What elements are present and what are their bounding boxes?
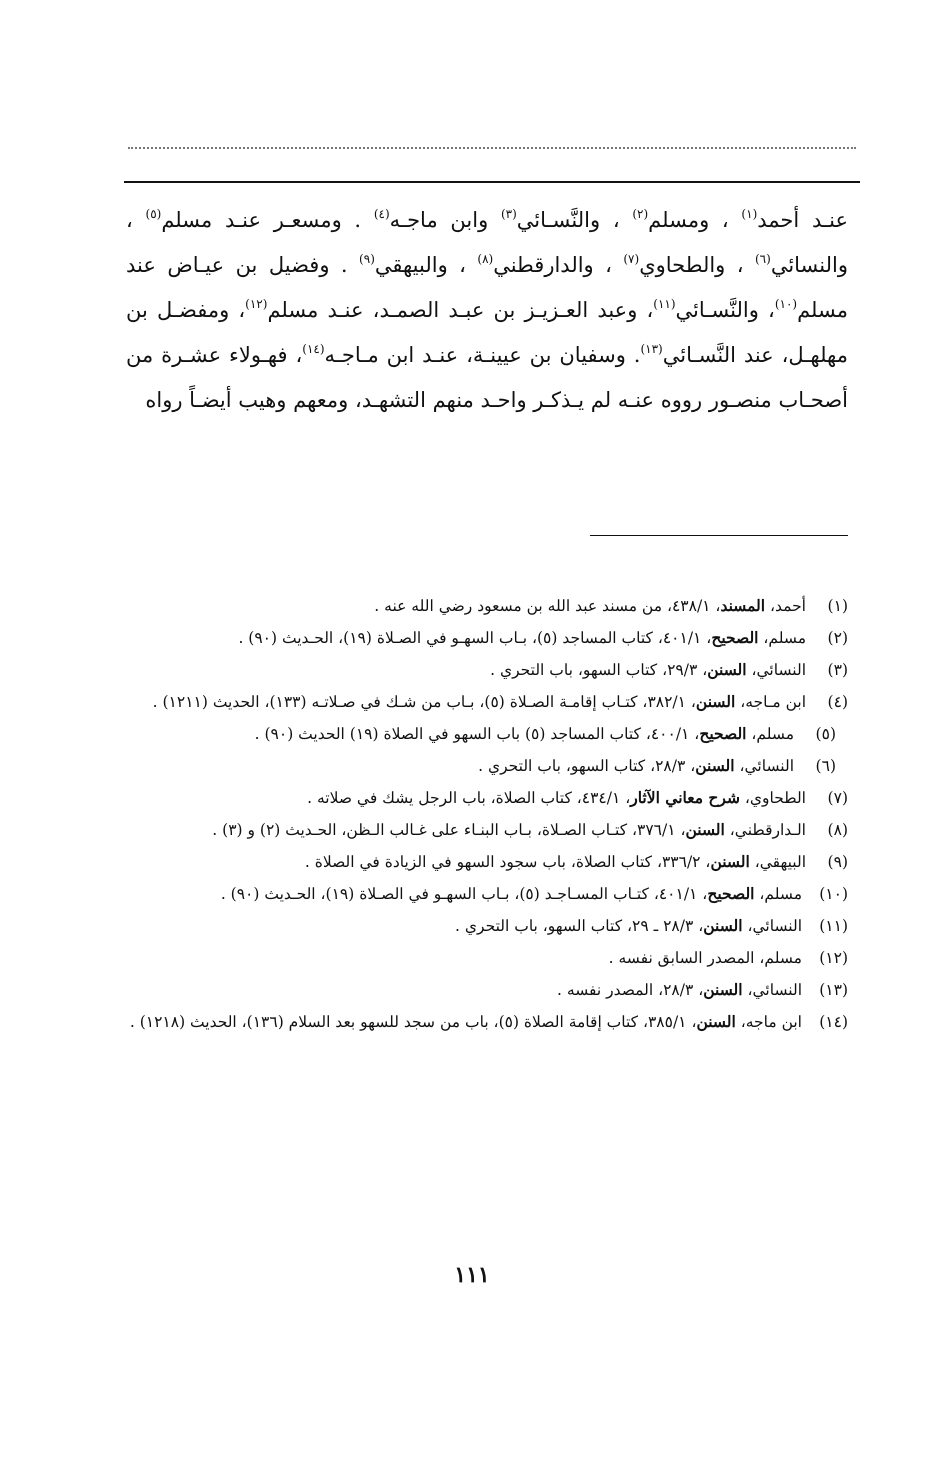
footnote-text-segment: ، ٤٠١/١، كتـاب المسـاجـد (٥)، بـاب السهـو في الصـلاة (١٩)، الحـديث (٩٠) . [220,885,708,903]
footnote-text [126,782,806,814]
footnote-ref: (٨) [477,252,494,266]
footnote-item [126,622,848,654]
footnote-text-segment: النسائي، [742,981,802,999]
footnote-source-title: شرح معاني الآثار [630,788,740,807]
footnote-item [126,910,848,942]
body-text-segment: . ومسعـر عنـد مسلم [161,208,374,232]
footnote-number: (٣) [827,661,848,679]
body-text-segment: عنـد أحمد [757,208,848,232]
footnote-text [126,686,806,718]
footnote-number: (٥) [815,725,836,743]
footnote-text [126,878,802,910]
footnote-source-title: الصحيح [711,628,759,647]
footnote-text-segment: ، ٣٨٢/١، كتـاب إقامـة الصـلاة (٥)، بـاب من شـك في صـلاتـه (١٣٣)، الحديث (١٢١١) . [152,693,696,711]
footnote-text-segment: النسائي، [734,757,794,775]
footnote-text-segment: ابن ماجه، [735,1013,802,1031]
footnote-ref: (١٣) [640,342,663,356]
footnote-text [126,814,806,846]
footnote-text [126,910,802,942]
footnote-text [126,942,802,974]
footnote-ref: (٧) [623,252,640,266]
footnote-text-segment: ، ٣٨٥/١، كتاب إقامة الصلاة (٥)، باب من سجد للسهو بعد السلام (١٣٦)، الحديث (١٢١٨) . [129,1013,697,1031]
footnote-ref: (١٠) [774,297,798,311]
footnote-number: (١١) [819,917,848,935]
footnote-text-segment: ، ٢٩/٣، كتاب السهو، باب التحري . [490,661,708,679]
footnote-text-segment: الـدارقطني، [724,821,806,839]
footnote-item [126,782,848,814]
body-text-segment: ، والنَّسـائي [516,208,633,232]
footnotes-list [126,590,848,1038]
footnote-source-title: السنن [707,660,747,679]
footnote-number: (١٠) [819,885,848,903]
body-text-segment: ، والبيهقي [374,253,478,277]
footnote-text [126,1006,802,1038]
footnote-text-segment: النسائي، [746,661,806,679]
footnote-source-title: السنن [696,1012,736,1031]
footnote-ref: (٤) [373,207,390,221]
body-text-segment: ، والنَّسـائي [675,298,775,322]
body-text-segment: ، ومسلم [648,208,742,232]
footnote-text-segment: ، ٢٨/٣، كتاب السهو، باب التحري . [478,757,696,775]
footnote-text [126,846,806,878]
footnote-text-segment: ، ٣٣٦/٢، كتاب الصلاة، باب سجود السهو في الزيادة في الصلاة . [304,853,711,871]
body-text-segment: ، والنسائي [126,208,849,277]
footnote-ref: (٩) [359,252,375,266]
header-rule [124,181,860,183]
footnote-item [126,974,848,1006]
footnote-text-segment: مسلم، [758,629,806,647]
footnote-number: (١) [827,597,848,615]
footnote-ref: (١٢) [245,297,268,311]
footnote-text [126,590,806,622]
footnote-text-segment: ، ٢٨/٣ ـ ٢٩، كتاب السهو، باب التحري . [455,917,704,935]
footnote-ref: (٣) [500,207,517,221]
footnote-text-segment: البيهقي، [749,853,806,871]
footnote-text [126,974,802,1006]
footnote-item [126,1006,848,1038]
page-number: ١١١ [454,1262,490,1288]
body-text-segment: وابن ماجـه [389,208,501,232]
body-text-segment: . وسفيان بن عيينـة، عنـد ابن مـاجـه [324,343,641,367]
footnote-text-segment: النسائي، [742,917,802,935]
footnote-number: (٧) [827,789,848,807]
footnote-item [126,750,848,782]
header-dotted-rule [128,147,856,149]
body-text-segment: ، والدارقطني [493,253,624,277]
footnote-source-title: السنن [685,820,725,839]
footnote-text-segment: مسلم، [746,725,794,743]
footnote-text-segment: الطحاوي، [739,789,806,807]
footnote-ref: (١٤) [302,342,325,356]
body-text-segment: ، ومفضـل بن مهلهـل، عند النَّسـائي [126,298,848,367]
body-text-segment: . وفضيل بن عيـاض عند مسلم [126,253,848,322]
body-text-segment: ، والطحاوي [639,253,755,277]
footnote-text-segment: أحمد، [765,597,806,615]
footnote-item [126,654,848,686]
footnote-item [126,846,848,878]
footnote-number: (٤) [827,693,848,711]
main-paragraph [126,198,848,423]
footnote-number: (٢) [827,629,848,647]
footnote-text-segment: ، ٢٨/٣، المصدر نفسه . [557,981,704,999]
footnote-text-segment: ، ٤٣٨/١، من مسند عبد الله بن مسعود رضي الله عنه . [374,597,721,615]
footnote-ref: (٢) [632,207,649,221]
footnote-text-segment: ابن مـاجه، [735,693,806,711]
footnote-text-segment: مسلم، المصدر السابق نفسه . [608,949,802,967]
footnote-ref: (٥) [145,207,162,221]
footnote-number: (١٤) [819,1013,848,1031]
footnote-text-segment: ، ٤٠١/١، كتاب المساجد (٥)، بـاب السهـو في الصـلاة (١٩)، الحـديث (٩٠) . [238,629,712,647]
footnote-item [126,718,848,750]
footnote-item [126,878,848,910]
footnote-text-segment: ، ٣٧٦/١، كتـاب الصـلاة، بـاب البنـاء على غـالب الـظن، الحـديث (٢) و (٣) . [212,821,686,839]
footnote-ref: (١) [741,207,758,221]
footnote-source-title: السنن [703,980,743,999]
footnote-text [126,654,806,686]
footnote-source-title: الصحيح [699,724,747,743]
footnote-source-title: السنن [703,916,743,935]
footnote-ref: (١١) [653,297,676,311]
footnote-text-segment: مسلم، [754,885,802,903]
footnote-number: (١٢) [819,949,848,967]
body-text-segment: ، فهـولاء عشـرة من أصحـاب منصـور رووه عنـه لم يـذكـر واحـد منهم التشهـد، ومعهم وهيب أيضـاً رواه [126,343,848,412]
footnote-source-title: السنن [710,852,750,871]
footnote-number: (١٣) [819,981,848,999]
body-text-segment: ، وعبد العـزيـز بن عبـد الصمـد، عنـد مسلم [267,298,654,322]
footnote-item [126,686,848,718]
footnote-text [126,622,806,654]
footnote-item [126,942,848,974]
footnote-source-title: السنن [695,692,736,711]
footnote-item [126,590,848,622]
footnote-source-title: الصحيح [707,884,755,903]
footnote-source-title: السنن [695,756,735,775]
footnote-item [126,814,848,846]
footnote-number: (٩) [827,853,848,871]
footnote-source-title: المسند [720,596,766,615]
footnote-number: (٨) [827,821,848,839]
footnote-text-segment: ، ٤٣٤/١، كتاب الصلاة، باب الرجل يشك في صلاته . [307,789,631,807]
footnote-separator [590,535,848,536]
footnote-text-segment: ، ٤٠٠/١، كتاب المساجد (٥) باب السهو في الصلاة (١٩) الحديث (٩٠) . [254,725,700,743]
footnote-ref: (٦) [754,252,771,266]
footnote-number: (٦) [815,757,836,775]
footnote-text [126,750,794,782]
footnote-text [126,718,794,750]
